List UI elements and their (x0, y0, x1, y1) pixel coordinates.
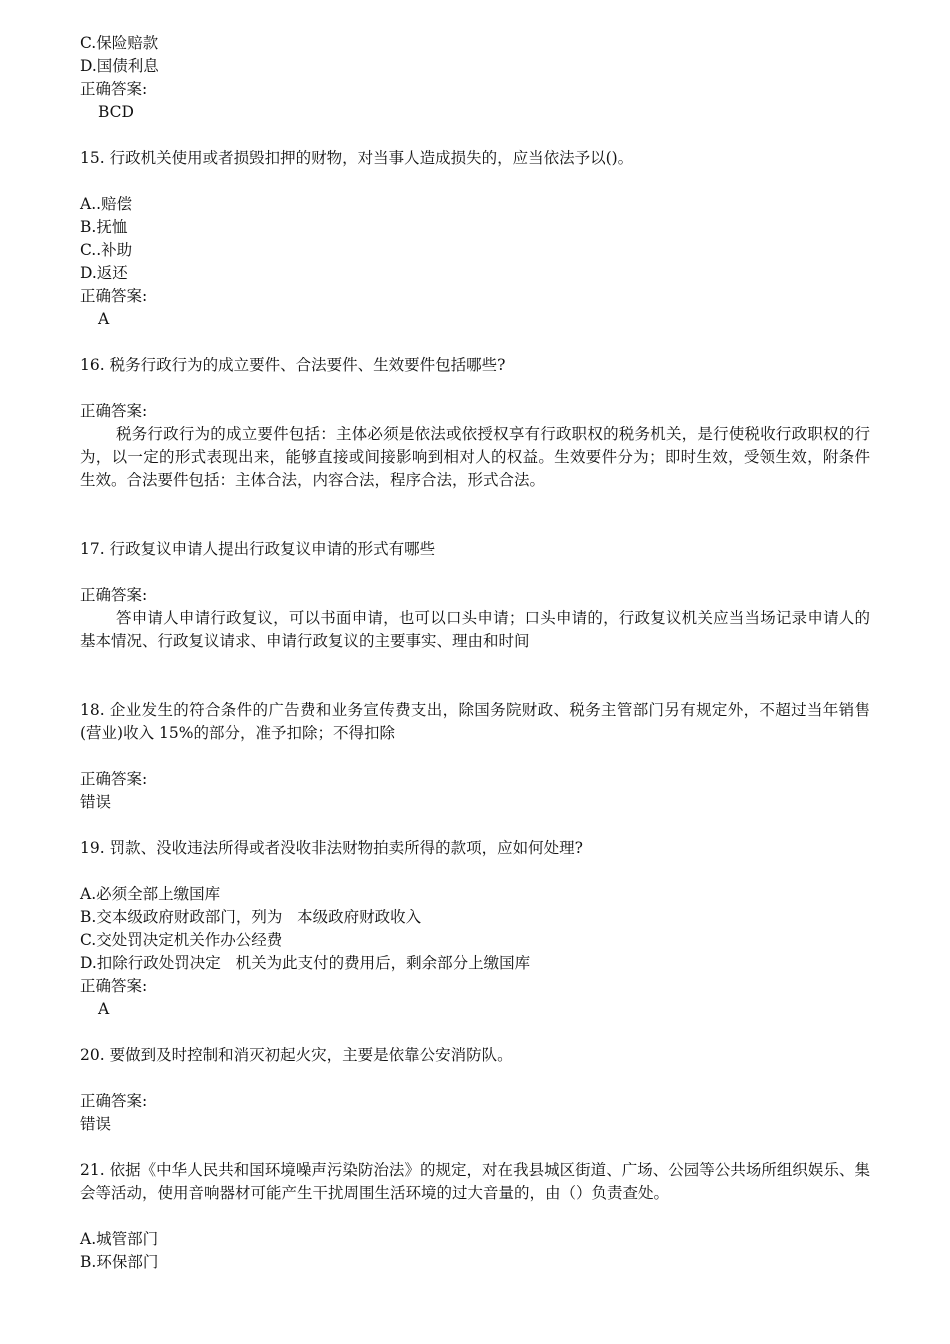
answer-value: BCD (98, 103, 134, 121)
answer-value: 错误 (80, 1115, 112, 1133)
option-b: B.环保部门 (80, 1253, 159, 1271)
answer-value: A (98, 310, 110, 328)
answer-label: 正确答案: (80, 1092, 148, 1110)
answer-value: A (98, 1000, 110, 1018)
question-17-stem: 17. 行政复议申请人提出行政复议申请的形式有哪些 (80, 540, 436, 558)
question-20-stem: 20. 要做到及时控制和消灭初起火灾，主要是依靠公安消防队。 (80, 1046, 513, 1064)
question-19-stem: 19. 罚款、没收违法所得或者没收非法财物拍卖所得的款项，应如何处理? (80, 839, 583, 857)
option-a: A..赔偿 (80, 195, 133, 213)
option-b: B.抚恤 (80, 218, 128, 236)
option-c: C.保险赔款 (80, 34, 159, 52)
answer-label: 正确答案: (80, 977, 148, 995)
option-c: C..补助 (80, 241, 133, 259)
option-d: D.国债利息 (80, 57, 159, 75)
question-15-stem: 15. 行政机关使用或者损毁扣押的财物，对当事人造成损失的，应当依法予以()。 (80, 149, 634, 167)
answer-text: 税务行政行为的成立要件包括：主体必须是依法或依授权享有行政职权的税务机关，是行使税收行政职权的行为，以一定的形式表现出来，能够直接或间接影响到相对人的权益。生效要件分为；即时生效，受领生效，附条件生效。合法要件包括：主体合法，内容合法，程序合法，形式合法。 (80, 425, 870, 489)
question-16-stem: 16. 税务行政行为的成立要件、合法要件、生效要件包括哪些? (80, 356, 506, 374)
answer-text: 答申请人申请行政复议，可以书面申请，也可以口头申请；口头申请的，行政复议机关应当当场记录申请人的基本情况、行政复议请求、申请行政复议的主要事实、理由和时间 (80, 609, 870, 650)
option-a: A.必须全部上缴国库 (80, 885, 221, 903)
option-d: D.返还 (80, 264, 128, 282)
answer-label: 正确答案: (80, 402, 148, 420)
answer-label: 正确答案: (80, 287, 148, 305)
answer-label: 正确答案: (80, 770, 148, 788)
option-a: A.城管部门 (80, 1230, 159, 1248)
document-page (80, 32, 870, 1274)
answer-label: 正确答案: (80, 586, 148, 604)
option-c: C.交处罚决定机关作办公经费 (80, 931, 283, 949)
option-b: B.交本级政府财政部门，列为 本级政府财政收入 (80, 908, 422, 926)
question-21-stem: 21. 依据《中华人民共和国环境噪声污染防治法》的规定，对在我县城区街道、广场、公园等公共场所组织娱乐、集会等活动，使用音响器材可能产生干扰周围生活环境的过大音量的，由（）负责查处。 (80, 1161, 870, 1202)
option-d: D.扣除行政处罚决定 机关为此支付的费用后，剩余部分上缴国库 (80, 954, 531, 972)
answer-label: 正确答案: (80, 80, 148, 98)
answer-value: 错误 (80, 793, 112, 811)
question-18-stem: 18. 企业发生的符合条件的广告费和业务宣传费支出，除国务院财政、税务主管部门另有规定外，不超过当年销售(营业)收入 15%的部分，准予扣除；不得扣除 (80, 701, 870, 742)
